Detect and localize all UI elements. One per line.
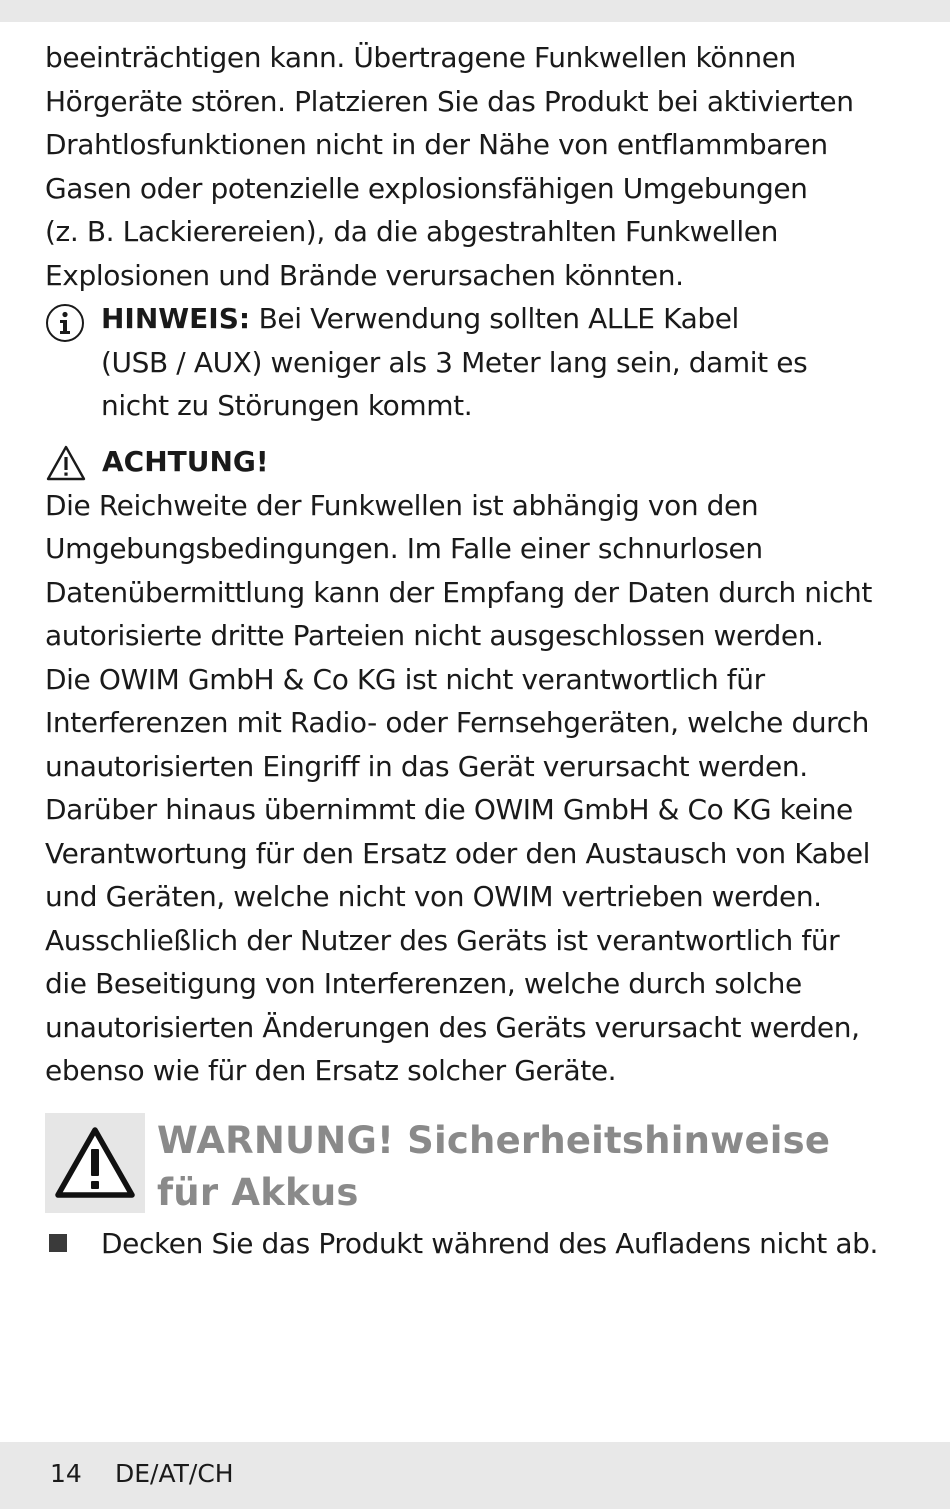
info-icon: [45, 303, 85, 343]
achtung-heading: [45, 440, 905, 484]
page-number: 14: [50, 1459, 82, 1488]
text-line: und Geräten, welche nicht von OWIM vertrieben werden.: [45, 880, 822, 913]
text-line: autorisierte dritte Parteien nicht ausgeschlossen werden.: [45, 619, 824, 652]
text-line: Die OWIM GmbH & Co KG ist nicht verantwortlich für: [45, 662, 765, 696]
bullet-list-item: [45, 1222, 905, 1266]
warning-section-title: [157, 1115, 830, 1219]
text-line: Ausschließlich der Nutzer des Geräts ist verantwortlich für: [45, 923, 840, 957]
page-footer: [0, 1442, 950, 1509]
hinweis-note: [45, 297, 905, 428]
text-line: Explosionen und Brände verursachen könnten.: [45, 258, 684, 292]
text-line: ebenso wie für den Ersatz solcher Geräte.: [45, 1054, 617, 1087]
warning-triangle-icon: [53, 1125, 137, 1201]
warning-section-header: [45, 1113, 845, 1217]
text-line: Verantwortung für den Ersatz oder den Austausch von Kabel: [45, 836, 871, 870]
achtung-paragraph: [45, 484, 905, 1093]
text-line: Die Reichweite der Funkwellen ist abhängig von den: [45, 488, 759, 522]
warning-triangle-icon: [45, 444, 87, 482]
note-text: Bei Verwendung sollten ALLE Kabel: [250, 302, 739, 335]
text-line: Umgebungsbedingungen. Im Falle einer schnurlosen: [45, 532, 763, 565]
text-line: unautorisierten Eingriff in das Gerät verursacht werden.: [45, 749, 808, 783]
text-line: unautorisierten Änderungen des Geräts verursacht werden,: [45, 1010, 860, 1044]
text-line: nicht zu Störungen kommt.: [101, 389, 473, 422]
text-line: die Beseitigung von Interferenzen, welche durch solche: [45, 967, 802, 1000]
intro-paragraph: [45, 36, 905, 297]
bullet-text: Decken Sie das Produkt während des Aufladens nicht ab.: [101, 1227, 878, 1260]
text-line: Drahtlosfunktionen nicht in der Nähe von entflammbaren: [45, 128, 828, 161]
title-line: WARNUNG! Sicherheitshinweise: [157, 1119, 831, 1162]
text-line: (z. B. Lackierereien), da die abgestrahlten Funkwellen: [45, 215, 778, 248]
region-label: DE/AT/CH: [115, 1459, 234, 1488]
achtung-label: ACHTUNG!: [102, 444, 269, 478]
warning-icon-tile: [45, 1113, 145, 1213]
header-band: [0, 0, 950, 22]
text-line: Hörgeräte stören. Platzieren Sie das Produkt bei aktivierten: [45, 84, 854, 118]
title-line: für Akkus: [157, 1171, 359, 1214]
page-content: [45, 36, 905, 1093]
bullet-square-icon: [49, 1234, 67, 1252]
text-line: Datenübermittlung kann der Empfang der Daten durch nicht: [45, 575, 872, 609]
text-line: (USB / AUX) weniger als 3 Meter lang sein, damit es: [101, 345, 808, 379]
text-line: Darüber hinaus übernimmt die OWIM GmbH & Co KG keine: [45, 793, 853, 826]
text-line: Interferenzen mit Radio- oder Fernsehgeräten, welche durch: [45, 706, 870, 739]
hinweis-label: HINWEIS:: [101, 302, 251, 335]
text-line: beeinträchtigen kann. Übertragene Funkwellen können: [45, 41, 796, 74]
text-line: Gasen oder potenzielle explosionsfähigen Umgebungen: [45, 171, 808, 205]
